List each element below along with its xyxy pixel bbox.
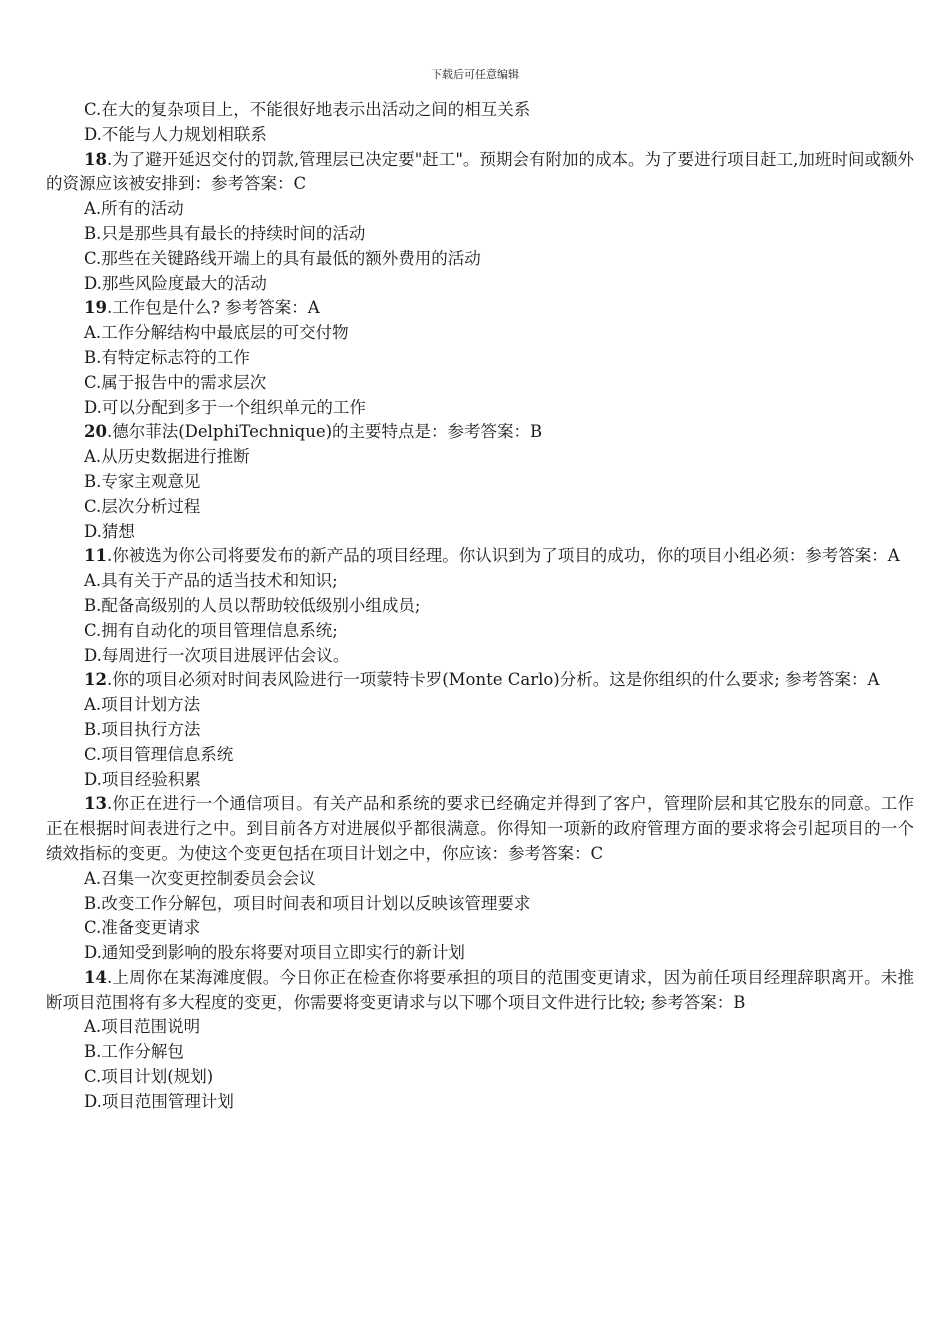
answer-option: A.所有的活动	[84, 199, 184, 219]
question-body: .你正在进行一个通信项目。有关产品和系统的要求已经确定并得到了客户，管理阶层和其它股东的同意。工作正在根据时间表进行之中。到目前各方对进展似乎都很满意。你得知一项新的政府管理方面的要求将会引起项目的一个绩效指标的变更。为使这个变更包括在项目计划之中，你应该：参考答案：C	[46, 794, 914, 863]
question-text	[46, 792, 914, 866]
answer-option: C.项目管理信息系统	[84, 744, 234, 764]
question-number: 12	[84, 670, 107, 690]
answer-option: B.只是那些具有最长的持续时间的活动	[84, 223, 366, 243]
answer-option: B.配备高级别的人员以帮助较低级别小组成员;	[84, 595, 421, 615]
question-number: 20	[84, 422, 107, 442]
question-body: .为了避开延迟交付的罚款,管理层已决定要"赶工"。预期会有附加的成本。为了要进行项目赶工,加班时间或额外的资源应该被安排到：参考答案：C	[46, 149, 914, 194]
question-number: 11	[84, 546, 107, 566]
answer-option: D.每周进行一次项目进展评估会议。	[84, 645, 350, 665]
answer-option: D.那些风险度最大的活动	[84, 273, 267, 293]
question-body: .你的项目必须对时间表风险进行一项蒙特卡罗(Monte Carlo)分析。这是你组织的什么要求; 参考答案：A	[106, 670, 880, 690]
answer-option: C.属于报告中的需求层次	[84, 372, 267, 392]
question-number: 13	[84, 794, 107, 814]
question-text	[46, 296, 914, 321]
answer-option: B.有特定标志符的工作	[84, 347, 250, 367]
answer-option: C.项目计划(规划)	[84, 1067, 214, 1087]
question-body: .工作包是什么? 参考答案：A	[106, 298, 320, 318]
answer-option: B.项目执行方法	[84, 719, 201, 739]
answer-option: A.召集一次变更控制委员会会议	[84, 868, 316, 888]
answer-option: D.项目经验积累	[84, 769, 201, 789]
answer-option: D.项目范围管理计划	[84, 1091, 234, 1111]
answer-option: D.可以分配到多于一个组织单元的工作	[84, 397, 366, 417]
question-number: 19	[84, 298, 107, 318]
answer-option: A.项目范围说明	[84, 1017, 201, 1037]
answer-option: C.在大的复杂项目上，不能很好地表示出活动之间的相互关系	[84, 100, 531, 119]
question-number: 18	[84, 149, 107, 169]
question-text	[46, 148, 914, 198]
answer-option: A.工作分解结构中最底层的可交付物	[84, 323, 349, 343]
question-body: .上周你在某海滩度假。今日你正在检查你将要承担的项目的范围变更请求，因为前任项目经理辞职离开。未推断项目范围将有多大程度的变更，你需要将变更请求与以下哪个项目文件进行比较; 参考答案：B	[46, 967, 914, 1012]
answer-option: C.层次分析过程	[84, 496, 201, 516]
answer-option: A.从历史数据进行推断	[84, 447, 250, 467]
question-text	[46, 966, 914, 1016]
answer-option: B.工作分解包	[84, 1042, 184, 1062]
answer-option: D.通知受到影响的股东将要对项目立即实行的新计划	[84, 943, 465, 963]
document-body	[46, 98, 914, 1115]
question-text	[46, 544, 914, 569]
answer-option: B.改变工作分解包，项目时间表和项目计划以反映该管理要求	[84, 893, 531, 913]
page-header: 下载后可任意编辑	[431, 68, 519, 81]
question-text	[46, 420, 914, 445]
answer-option: C.拥有自动化的项目管理信息系统;	[84, 620, 338, 640]
question-body: .你被选为你公司将要发布的新产品的项目经理。你认识到为了项目的成功，你的项目小组必须：参考答案：A	[106, 546, 900, 566]
answer-option: D.不能与人力规划相联系	[84, 124, 267, 144]
question-number: 14	[84, 967, 107, 987]
answer-option: C.那些在关键路线开端上的具有最低的额外费用的活动	[84, 248, 481, 268]
answer-option: C.准备变更请求	[84, 918, 201, 938]
question-text	[46, 668, 914, 693]
answer-option: A.项目计划方法	[84, 695, 201, 715]
answer-option: D.猜想	[84, 521, 135, 541]
answer-option: A.具有关于产品的适当技术和知识;	[84, 571, 338, 591]
answer-option: B.专家主观意见	[84, 471, 201, 491]
question-body: .德尔菲法(DelphiTechnique)的主要特点是：参考答案：B	[106, 422, 543, 442]
